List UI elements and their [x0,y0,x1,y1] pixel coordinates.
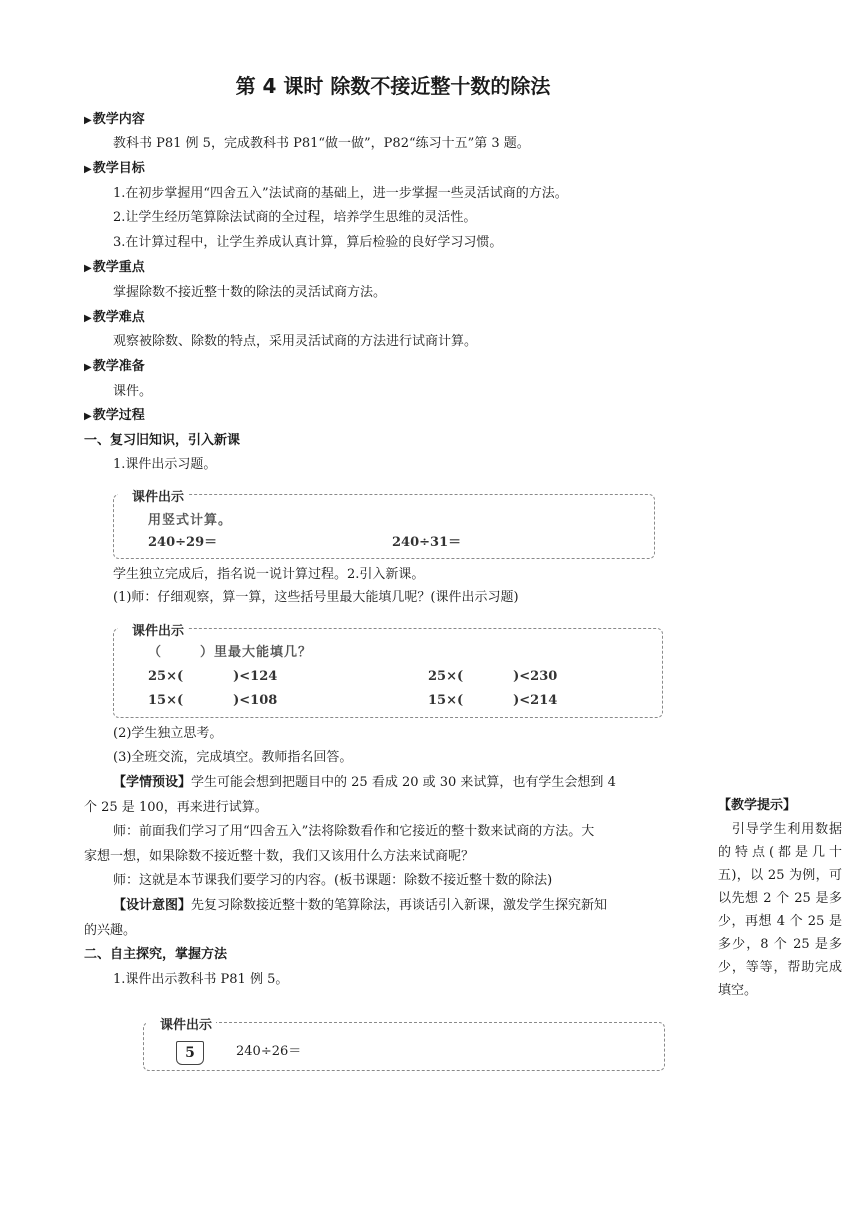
courseware-box-3 [143,1022,665,1071]
box1-exercise-1: 240÷29＝ [148,535,218,550]
example-number-badge: 5 [176,1041,204,1065]
part1-heading: 一、复习旧知识，引入新课 [84,433,241,448]
triangle-bullet-icon: ▶ [84,362,92,373]
heading-prep: ▶教学准备 [84,359,145,374]
preset-line-1: 【学情预设】学生可能会想到把题目中的 25 看成 20 或 30 来试算，也有学生会想到 4 [113,775,616,790]
courseware-tag: 课件出示 [118,486,188,505]
preset-label: 【学情预设】 [113,775,192,790]
box2-row2-col2: 15×( )<214 [428,693,558,708]
courseware-tag: 课件出示 [118,620,188,639]
intent-label: 【设计意图】 [113,898,192,913]
part2-heading: 二、自主探究，掌握方法 [84,947,228,962]
triangle-bullet-icon: ▶ [84,263,92,274]
goal-item: 1.在初步掌握用“四舍五入”法试商的基础上，进一步掌握一些灵活试商的方法。 [113,186,568,201]
box1-prompt: 用竖式计算。 [148,513,233,528]
teacher-1-line-2: 家想一想，如果除数不接近整十数，我们又该用什么方法来试商呢？ [84,849,475,864]
prep-text: 课件。 [113,384,153,399]
focus-text: 掌握除数不接近整十数的除法的灵活试商方法。 [113,285,387,300]
heading-focus: ▶教学重点 [84,260,145,275]
teacher-1-line-1: 师：前面我们学习了用“四舍五入”法将除数看作和它接近的整十数来试商的方法。大 [113,824,595,839]
content-text: 教科书 P81 例 5，完成教科书 P81“做一做”，P82“练习十五”第 3 题。 [113,136,530,151]
box2-row1-col2: 25×( )<230 [428,669,558,684]
after-box1-text: 学生独立完成后，指名说一说计算过程。2.引入新课。 [113,567,425,582]
triangle-bullet-icon: ▶ [84,313,92,324]
page-title: 第 4 课时 除数不接近整十数的除法 [235,74,551,98]
box2-row2-col1: 15×( )<108 [148,693,278,708]
triangle-bullet-icon: ▶ [84,411,92,422]
part2-step1: 1.课件出示教科书 P81 例 5。 [113,972,289,987]
box3-exercise: 240÷26＝ [236,1044,302,1059]
heading-goals: ▶教学目标 [84,161,145,176]
triangle-bullet-icon: ▶ [84,115,92,126]
courseware-tag: 课件出示 [146,1014,216,1033]
box2-row1-col1: 25×( )<124 [148,669,278,684]
box2-prompt: （ ）里最大能填几？ [148,645,313,660]
heading-process: ▶教学过程 [84,408,145,423]
sidebar-heading: 【教学提示】 [718,798,797,813]
goal-item: 2.让学生经历笔算除法试商的全过程，培养学生思维的灵活性。 [113,210,477,225]
question-3: (3)全班交流，完成填空。教师指名回答。 [113,750,353,765]
teacher-2: 师：这就是本节课我们要学习的内容。(板书课题：除数不接近整十数的除法) [113,873,553,888]
box1-exercise-2: 240÷31＝ [392,535,462,550]
goal-item: 3.在计算过程中，让学生养成认真计算，算后检验的良好学习习惯。 [113,235,503,250]
heading-content: ▶教学内容 [84,112,145,127]
preset-line-2: 个 25 是 100，再来进行试算。 [84,800,268,815]
question-1: (1)师：仔细观察，算一算，这些括号里最大能填几呢？(课件出示习题) [113,590,519,605]
sidebar-text: 引导学生利用数据的特点(都是几十五)，以 25 为例，可以先想 2 个 25 是多少，再想 4 个 25 是多少，8 个 25 是多少，等等，帮助完成填空。 [718,822,842,998]
triangle-bullet-icon: ▶ [84,164,92,175]
intent-line-1: 【设计意图】先复习除数接近整十数的笔算除法，再谈话引入新课，激发学生探究新知 [113,898,608,913]
heading-difficulty: ▶教学难点 [84,310,145,325]
intent-line-2: 的兴趣。 [84,923,137,938]
part1-step1: 1.课件出示习题。 [113,457,217,472]
difficulty-text: 观察被除数、除数的特点，采用灵活试商的方法进行试商计算。 [113,334,478,349]
question-2: (2)学生独立思考。 [113,726,223,741]
